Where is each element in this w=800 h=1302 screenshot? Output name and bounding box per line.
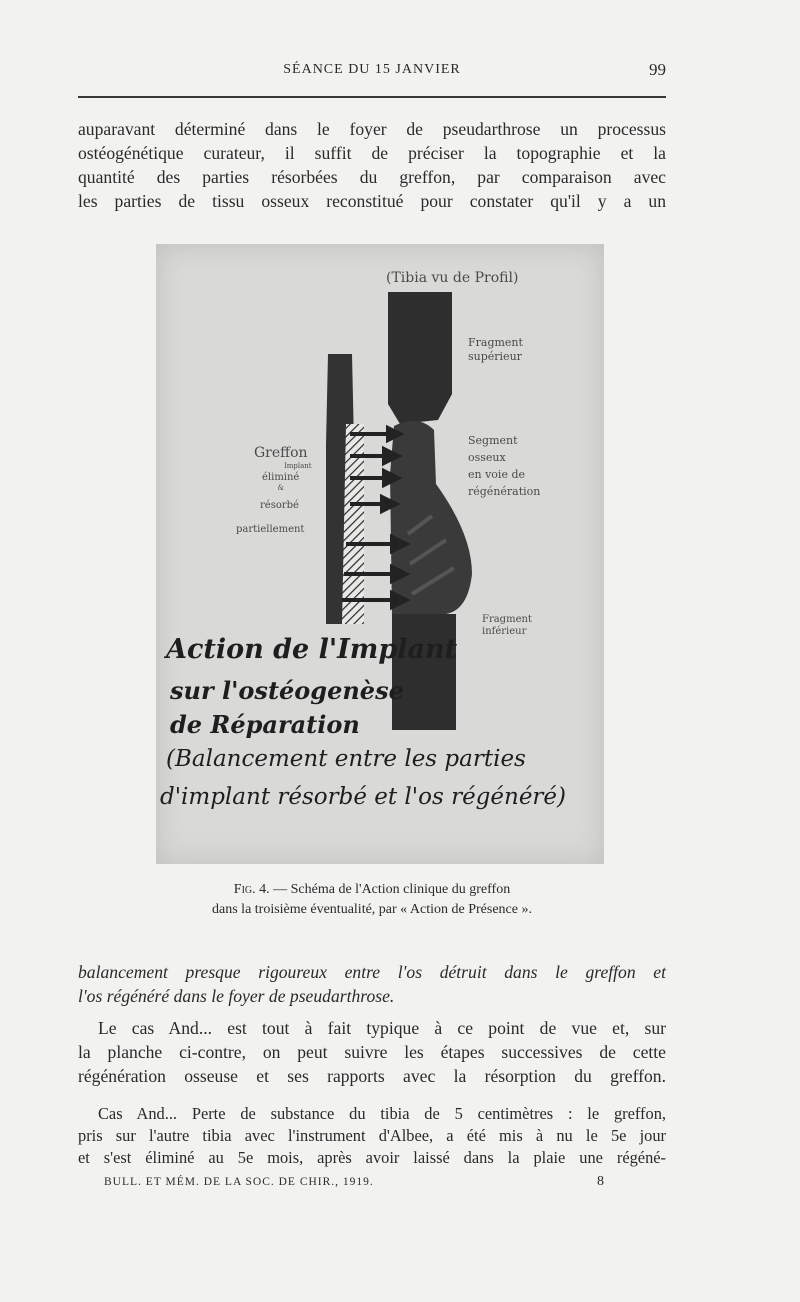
- text-line: les parties de tissu osseux reconstitué pour constater qu'il y a un: [78, 191, 666, 211]
- text-line: quantité des parties résorbées du greffon, par comparaison avec: [78, 167, 666, 187]
- text-line: balancement presque rigoureux entre l'os détruit dans le greffon et: [78, 962, 666, 982]
- label-line: &: [277, 484, 284, 492]
- label-partiellement: partiellement: [236, 524, 305, 535]
- label-fragment-inferieur: Fragment inférieur: [482, 614, 532, 637]
- text-line: régénération osseuse et ses rapports avec la résorption du greffon.: [78, 1066, 666, 1086]
- running-title: SÉANCE DU 15 JANVIER: [283, 62, 461, 77]
- caption-line: dans la troisième éventualité, par « Action de Présence ».: [212, 902, 532, 917]
- figure-number: Fig. 4.: [233, 882, 270, 897]
- paragraph-3: [78, 1016, 666, 1088]
- label-fragment-superieur: Fragment supérieur: [468, 336, 523, 363]
- upper-fragment: [388, 292, 452, 424]
- script-line-3: de Réparation: [170, 710, 360, 739]
- label-line: Segment: [468, 434, 518, 447]
- page-footer: [104, 1174, 604, 1192]
- figure-title: (Tibia vu de Profil): [386, 270, 519, 286]
- figure-plate: [156, 244, 604, 864]
- text-line: auparavant déterminé dans le foyer de pseudarthrose un processus: [78, 119, 666, 139]
- caption-text: — Schéma de l'Action clinique du greffon: [269, 882, 511, 897]
- page-number: 99: [649, 60, 666, 79]
- lower-fragment: [392, 614, 456, 730]
- text-line: ostéogénétique curateur, il suffit de préciser la topographie et la: [78, 143, 666, 163]
- text-line: et s'est éliminé au 5e mois, après avoir laissé dans la plaie une régéné-: [78, 1148, 666, 1167]
- footer-signature: 8: [597, 1174, 604, 1189]
- label-implant: Implant: [284, 462, 312, 470]
- label-greffon: Greffon: [254, 445, 308, 461]
- label-segment: [468, 432, 568, 500]
- paragraph-4: [78, 1103, 666, 1169]
- text-line: pris sur l'autre tibia avec l'instrument d'Albee, a été mis à nu le 5e jour: [78, 1126, 666, 1145]
- header-rule: [78, 96, 666, 98]
- caption-line: [78, 880, 666, 900]
- script-line-5: d'implant résorbé et l'os régénéré): [160, 784, 567, 810]
- label-elimine: [262, 472, 299, 494]
- footer-journal: BULL. ET MÉM. DE LA SOC. DE CHIR., 1919.: [104, 1176, 374, 1188]
- text-line: l'os régénéré dans le foyer de pseudarthrose.: [78, 986, 395, 1006]
- script-line-4: (Balancement entre les parties: [166, 746, 526, 772]
- script-line-2: sur l'ostéogenèse: [170, 676, 404, 705]
- text-line: Cas And... Perte de substance du tibia de 5 centimètres : le greffon,: [98, 1104, 666, 1123]
- label-line: régénération: [468, 485, 541, 498]
- label-line: éliminé: [262, 472, 300, 483]
- label-line: en voie de: [468, 468, 526, 481]
- figure-caption: [78, 880, 666, 920]
- paragraph-1: [78, 117, 666, 213]
- paragraph-2: [78, 960, 666, 1008]
- label-line: osseux: [468, 451, 506, 464]
- label-resorbe: résorbé: [260, 500, 299, 511]
- running-head: [78, 60, 666, 82]
- text-line: la planche ci-contre, on peut suivre les étapes successives de cette: [78, 1042, 666, 1062]
- text-line: Le cas And... est tout à fait typique à ce point de vue et, sur: [98, 1018, 666, 1038]
- script-line-1: Action de l'Implant: [166, 634, 458, 665]
